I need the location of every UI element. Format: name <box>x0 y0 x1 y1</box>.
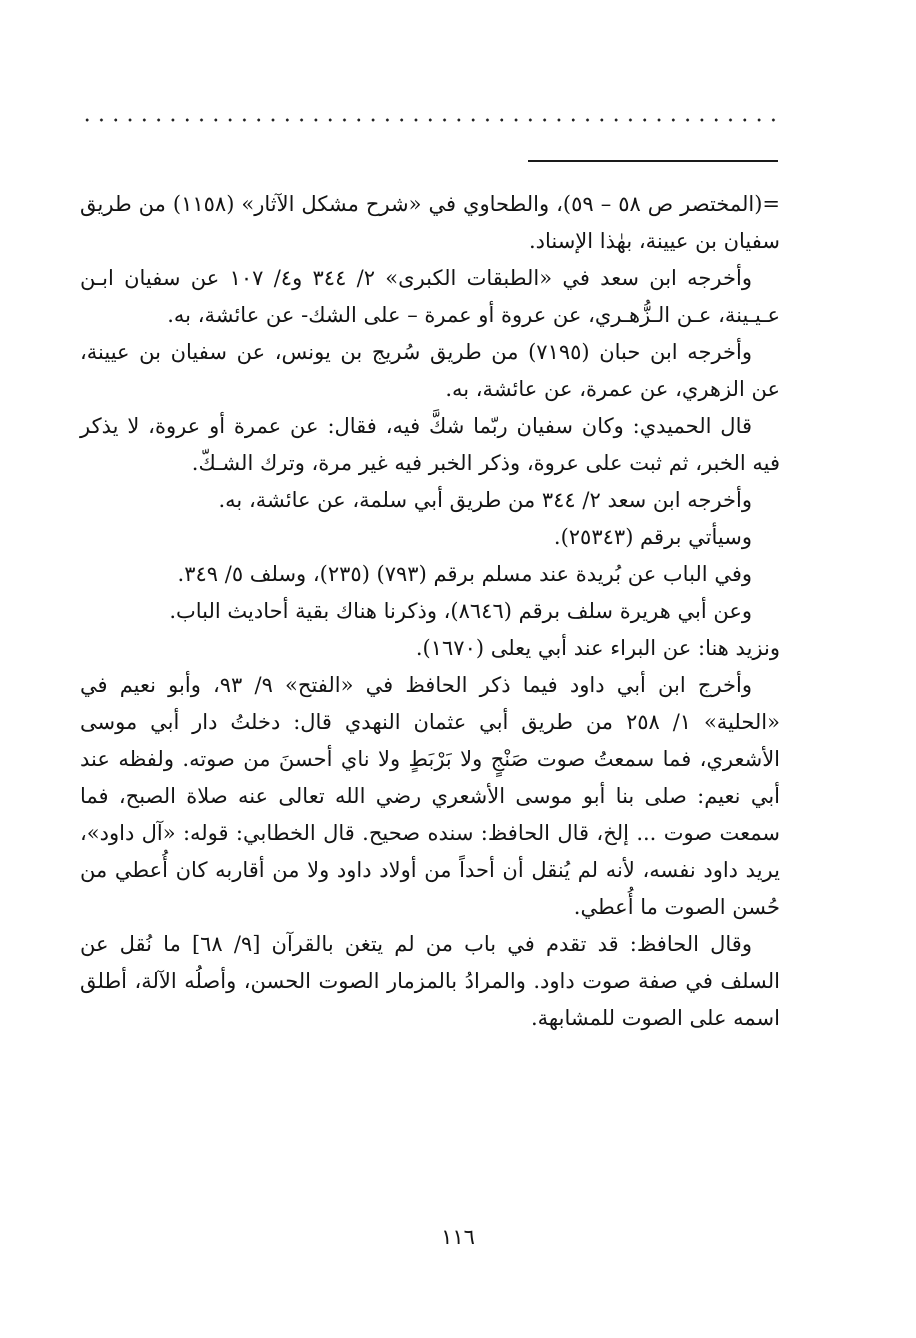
footnote-paragraph: وأخرجه ابن حبان (٧١٩٥) من طريق سُريج بن يونس، عن سفيان بن عيينة، عن الزهري، عن عمرة، عن عائشة، به. <box>80 340 780 401</box>
footnote-paragraph: ونزيد هنا: عن البراء عند أبي يعلى (١٦٧٠). <box>415 636 780 660</box>
footnote-paragraph: وأخرج ابن أبي داود فيما ذكر الحافظ في «الفتح» ٩/ ٩٣، وأبو نعيم في «الحلية» ١/ ٢٥٨ من طريق أبي عثمان النهدي قال: دخلتُ دار أبي موسى الأشعري، فما سمعتُ صوت صَنْجٍ ولا بَرْبَطٍ ولا ناي أحسنَ من صوته. ولفظه عند أبي نعيم: صلى بنا أبو موسى الأشعري رضي الله تعالى عنه صلاة الصبح، فما سمعت صوت ... إلخ، قال الحافظ: سنده صحيح. قال الخطابي: قوله: «آل داود»، يريد داود نفسه، لأنه لم يُنقل أن أحداً من أولاد داود ولا من أقاربه كان أُعطي من حُسن الصوت ما أُعطي. <box>80 673 780 919</box>
dotted-separator <box>80 112 780 128</box>
footnote-rule <box>528 160 778 162</box>
footnote-paragraph: وأخرجه ابن سعد ٢/ ٣٤٤ من طريق أبي سلمة، عن عائشة، به. <box>218 488 752 512</box>
footnote-paragraph: وسيأتي برقم (٢٥٣٤٣). <box>553 525 752 549</box>
footnote-paragraph: وعن أبي هريرة سلف برقم (٨٦٤٦)، وذكرنا هناك بقية أحاديث الباب. <box>169 599 752 623</box>
footnote-paragraph: قال الحميدي: وكان سفيان ربّما شكَّ فيه، فقال: عن عمرة أو عروة، لا يذكر فيه الخبر، ثم ثبت على عروة، وذكر الخبر فيه غير مرة، وترك الشـكّ. <box>80 414 780 475</box>
footnote-paragraph: =(المختصر ص ٥٨ – ٥٩)، والطحاوي في «شرح مشكل الآثار» (١١٥٨) من طريق سفيان بن عيينة، بهٰذا الإسناد. <box>80 192 780 253</box>
footnote-paragraph: وقال الحافظ: قد تقدم في باب من لم يتغن بالقرآن [٩/ ٦٨] ما نُقل عن السلف في صفة صوت داود. والمرادُ بالمزمار الصوت الحسن، وأصلُه الآلة، أطلق اسمه على الصوت للمشابهة. <box>80 932 780 1030</box>
page-number: ١١٦ <box>441 1225 475 1249</box>
footnote-text-block <box>80 186 780 1037</box>
footnote-paragraph: وأخرجه ابن سعد في «الطبقات الكبرى» ٢/ ٣٤٤ و٤/ ١٠٧ عن سفيان ابـن عـيـينة، عـن الـزُّهـري، عن عروة أو عمرة – على الشك- عن عائشة، به. <box>80 266 780 327</box>
footnote-paragraph: وفي الباب عن بُريدة عند مسلم برقم (٧٩٣) (٢٣٥)، وسلف ٥/ ٣٤٩. <box>177 562 752 586</box>
